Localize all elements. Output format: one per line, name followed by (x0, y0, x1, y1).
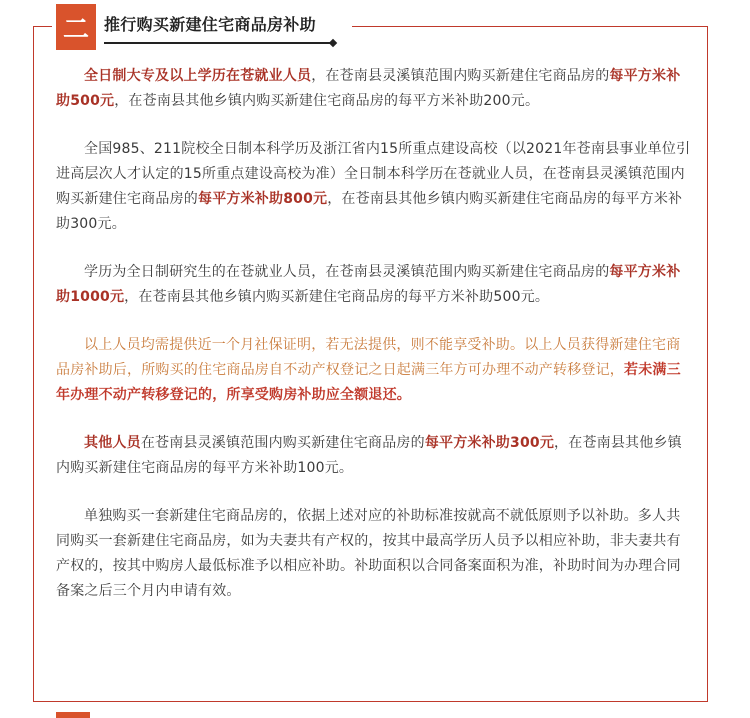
paragraph-text: 在苍南县灵溪镇范围内购买新建住宅商品房的 (140, 435, 425, 451)
paragraph-college (56, 64, 692, 114)
paragraph-others (56, 431, 692, 481)
paragraph-emphasis: 每平方米补助300元 (424, 435, 555, 451)
paragraph-bachelor (56, 137, 692, 237)
paragraph-lead: 全日制大专及以上学历在苍就业人员 (84, 68, 312, 84)
paragraph-text: ，在苍南县其他乡镇内购买新建住宅商品房的每平方米补助300元。 (56, 191, 683, 232)
next-section-badge (56, 712, 90, 718)
paragraph-notice (56, 333, 692, 408)
paragraph-lead: 其他人员 (84, 435, 141, 451)
paragraph-text: ，在苍南县其他乡镇内购买新建住宅商品房的每平方米补助500元。 (124, 289, 550, 305)
paragraph-text: 全国985、211院校全日制本科学历及浙江省内15所重点建设高校（以2021年苍南县事业单位引进高层次人才认定的15所重点建设高校为准）全日制本科学历在苍就业人员，在苍南县灵溪镇范围内购买新建住宅商品房的 (56, 141, 691, 207)
paragraph-text: 学历为全日制研究生的在苍就业人员，在苍南县灵溪镇范围内购买新建住宅商品房的 (84, 264, 610, 280)
paragraph-text: ，在苍南县灵溪镇范围内购买新建住宅商品房的 (311, 68, 610, 84)
paragraph-text: ，在苍南县其他乡镇内购买新建住宅商品房的每平方米补助200元。 (114, 93, 540, 109)
paragraph-emphasis: 每平方米补助1000元 (56, 264, 681, 305)
section-number-badge: 二 (56, 4, 96, 50)
paragraph-emphasis: 若未满三年办理不动产转移登记的，所享受购房补助应全额退还。 (56, 362, 681, 403)
section-content (56, 64, 692, 627)
paragraph-emphasis: 每平方米补助800元 (198, 191, 328, 207)
section-title: 推行购买新建住宅商品房补助 (104, 15, 316, 34)
paragraph-emphasis: 每平方米补助500元 (56, 68, 681, 109)
title-underline (104, 42, 332, 44)
paragraph-text: 单独购买一套新建住宅商品房的，依据上述对应的补助标准按就高不就低原则予以补助。多人共同购买一套新建住宅商品房，如为夫妻共有产权的，按其中最高学历人员予以相应补助，非夫妻共有产权的，按其中购房人最低标准予以相应补助。补助面积以合同备案面积为准，补助时间为办理合同备案之后三个月内申请有效。 (56, 508, 681, 599)
paragraph-text: ，在苍南县其他乡镇内购买新建住宅商品房的每平方米补助100元。 (56, 435, 682, 476)
paragraph-rules (56, 504, 692, 604)
paragraph-postgraduate (56, 260, 692, 310)
paragraph-text: 以上人员均需提供近一个月社保证明，若无法提供，则不能享受补助。以上人员获得新建住宅商品房补助后，所购买的住宅商品房自不动产权登记之日起满三年方可办理不动产转移登记， (56, 337, 681, 378)
